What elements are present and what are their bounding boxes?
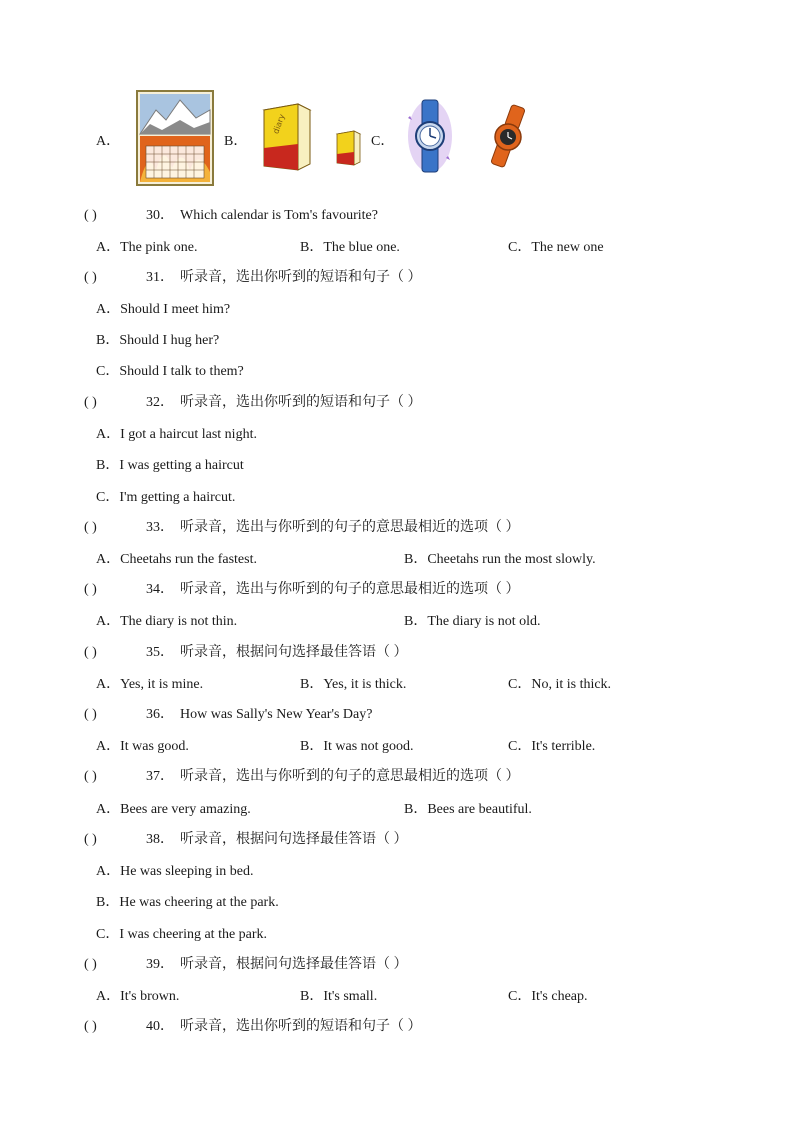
question-text: 听录音，选出与你听到的句子的意思最相近的选项（ ） [180, 769, 520, 784]
question-39 [84, 955, 408, 975]
option-b[interactable]: B．Yes, it is thick. [300, 677, 407, 692]
question-text: 听录音，根据问句选择最佳答语（ ） [180, 957, 408, 972]
question-37 [84, 767, 520, 787]
option-b[interactable]: B．I was getting a haircut [96, 458, 244, 473]
option-b[interactable]: B．The blue one. [300, 240, 400, 255]
answer-blank[interactable]: ( ) [84, 957, 97, 972]
option-b[interactable]: B．Cheetahs run the most slowly. [404, 552, 596, 567]
blue-watch-icon [404, 96, 456, 176]
answer-blank[interactable]: ( ) [84, 270, 97, 285]
option-c[interactable]: C．The new one [508, 240, 604, 255]
svg-text:diary: diary [271, 112, 287, 136]
option-c[interactable]: C．It's cheap. [508, 989, 588, 1004]
question-text: 听录音，根据问句选择最佳答语（ ） [180, 645, 408, 660]
question-text: 听录音，选出你听到的短语和句子（ ） [180, 1019, 422, 1034]
option-a[interactable]: A．Bees are very amazing. [96, 802, 251, 817]
question-number: 33． [146, 520, 174, 535]
answer-blank[interactable]: ( ) [84, 395, 97, 410]
answer-blank[interactable]: ( ) [84, 707, 97, 722]
question-text: 听录音，选出与你听到的句子的意思最相近的选项（ ） [180, 520, 520, 535]
picture-label-b: B． [224, 134, 248, 149]
option-a[interactable]: A．It's brown. [96, 989, 180, 1004]
option-b[interactable]: B．Should I hug her? [96, 333, 220, 348]
small-book-icon [334, 128, 362, 166]
orange-watch-icon [486, 104, 530, 170]
question-35 [84, 643, 408, 663]
option-a[interactable]: A．The pink one. [96, 240, 198, 255]
question-number: 38． [146, 832, 174, 847]
option-c[interactable]: C．I'm getting a haircut. [96, 490, 236, 505]
question-number: 36． [146, 707, 174, 722]
option-b[interactable]: B．He was cheering at the park. [96, 895, 279, 910]
option-a[interactable]: A．I got a haircut last night. [96, 427, 257, 442]
question-text: 听录音，选出你听到的短语和句子（ ） [180, 270, 422, 285]
option-c[interactable]: C．No, it is thick. [508, 677, 612, 692]
option-c[interactable]: C．I was cheering at the park. [96, 927, 268, 942]
question-number: 39． [146, 957, 174, 972]
option-a[interactable]: A．Cheetahs run the fastest. [96, 552, 257, 567]
question-text: How was Sally's New Year's Day? [180, 707, 373, 722]
answer-blank[interactable]: ( ) [84, 769, 97, 784]
picture-label-c: C． [371, 134, 395, 149]
question-text: 听录音，根据问句选择最佳答语（ ） [180, 832, 408, 847]
option-b[interactable]: B．The diary is not old. [404, 614, 541, 629]
option-a[interactable]: A．It was good. [96, 739, 189, 754]
question-number: 30． [146, 208, 174, 223]
question-number: 40． [146, 1019, 174, 1034]
option-b[interactable]: B．Bees are beautiful. [404, 802, 532, 817]
option-a[interactable]: A．Should I meet him? [96, 302, 231, 317]
answer-blank[interactable]: ( ) [84, 832, 97, 847]
option-c[interactable]: C．It's terrible. [508, 739, 596, 754]
option-a[interactable]: A．Yes, it is mine. [96, 677, 204, 692]
option-b[interactable]: B．It was not good. [300, 739, 414, 754]
calendar-picture-icon [136, 90, 214, 186]
answer-blank[interactable]: ( ) [84, 208, 97, 223]
question-30 [84, 206, 378, 226]
option-a[interactable]: A．The diary is not thin. [96, 614, 238, 629]
question-36 [84, 705, 372, 725]
question-38 [84, 830, 408, 850]
big-book-icon [258, 100, 314, 172]
picture-label-a: A． [96, 134, 121, 149]
answer-blank[interactable]: ( ) [84, 645, 97, 660]
option-a[interactable]: A．He was sleeping in bed. [96, 864, 254, 879]
question-34 [84, 580, 520, 600]
question-number: 31． [146, 270, 174, 285]
option-c[interactable]: C．Should I talk to them? [96, 364, 244, 379]
picture-row [96, 88, 556, 188]
question-text: 听录音，选出你听到的短语和句子（ ） [180, 395, 422, 410]
answer-blank[interactable]: ( ) [84, 582, 97, 597]
answer-blank[interactable]: ( ) [84, 1019, 97, 1034]
question-number: 35． [146, 645, 174, 660]
question-text: Which calendar is Tom's favourite? [180, 208, 378, 223]
question-number: 37． [146, 769, 174, 784]
question-32 [84, 393, 422, 413]
question-40 [84, 1017, 422, 1037]
option-b[interactable]: B．It's small. [300, 989, 378, 1004]
question-number: 32． [146, 395, 174, 410]
question-31 [84, 268, 422, 288]
question-number: 34． [146, 582, 174, 597]
answer-blank[interactable]: ( ) [84, 520, 97, 535]
question-text: 听录音，选出与你听到的句子的意思最相近的选项（ ） [180, 582, 520, 597]
question-33 [84, 518, 520, 538]
